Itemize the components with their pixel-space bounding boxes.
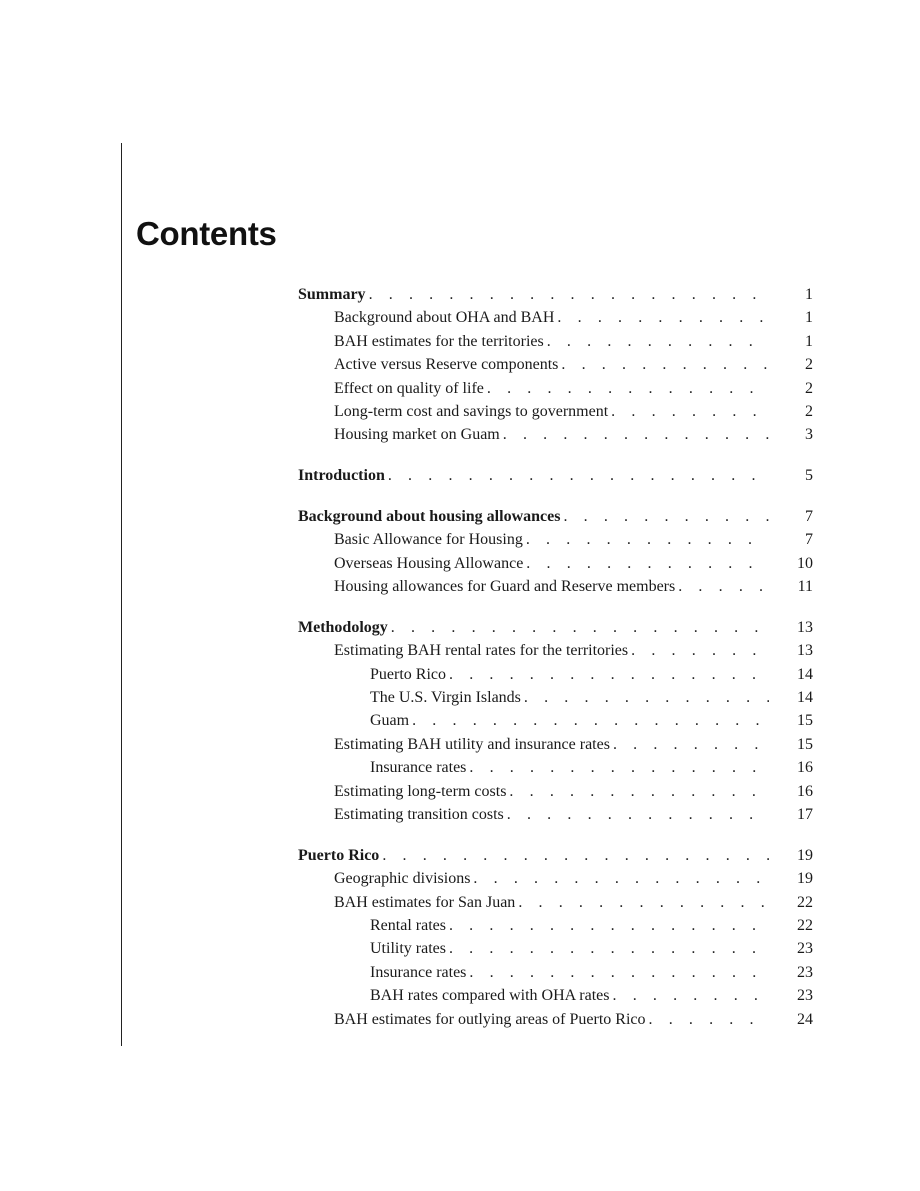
table-of-contents (298, 283, 813, 1048)
toc-subentry[interactable] (298, 961, 813, 984)
page-title: Contents (136, 215, 277, 252)
toc-entry-title: Background about housing allowances (298, 507, 561, 525)
toc-entry-title: Estimating long-term costs (334, 782, 507, 800)
toc-entry-title: Puerto Rico (370, 665, 446, 683)
toc-entry-title: Rental rates (370, 916, 446, 934)
toc-subentry[interactable] (298, 377, 813, 400)
toc-subentry[interactable] (298, 639, 813, 662)
toc-dot-leader (524, 686, 769, 709)
toc-dot-leader (557, 306, 769, 329)
toc-entry-title: Basic Allowance for Housing (334, 531, 523, 549)
toc-page-number: 23 (797, 963, 813, 981)
toc-dot-leader (649, 1008, 770, 1031)
toc-dot-leader (473, 867, 769, 890)
toc-page-number: 15 (797, 735, 813, 753)
toc-dot-leader (507, 803, 769, 826)
toc-entry-title: Geographic divisions (334, 870, 471, 888)
toc-subentry[interactable] (298, 1008, 813, 1031)
toc-page-number: 13 (797, 618, 813, 636)
toc-page-number: 14 (797, 689, 813, 707)
toc-dot-leader (678, 575, 769, 598)
toc-entry-title: Methodology (298, 618, 388, 636)
toc-entry-title: Introduction (298, 467, 385, 485)
toc-entry-title: The U.S. Virgin Islands (370, 689, 521, 707)
toc-subentry[interactable] (298, 306, 813, 329)
toc-dot-leader (611, 400, 769, 423)
toc-page-number: 23 (797, 987, 813, 1005)
toc-page-number: 2 (805, 402, 813, 420)
toc-entry-title: Effect on quality of life (334, 379, 484, 397)
toc-page-number: 16 (797, 759, 813, 777)
toc-entry-title: Housing allowances for Guard and Reserve members (334, 578, 676, 596)
toc-page-number: 24 (797, 1010, 813, 1028)
toc-entry-title: Background about OHA and BAH (334, 309, 555, 327)
toc-subentry[interactable] (298, 353, 813, 376)
toc-dot-leader (469, 756, 769, 779)
toc-page-number: 1 (805, 332, 813, 350)
toc-subentry[interactable] (298, 400, 813, 423)
toc-page-number: 2 (805, 356, 813, 374)
toc-subentry[interactable] (298, 733, 813, 756)
toc-subentry[interactable] (298, 937, 813, 960)
toc-dot-leader (613, 984, 770, 1007)
toc-chapter-entry[interactable] (298, 844, 813, 867)
toc-entry-title: BAH estimates for San Juan (334, 893, 516, 911)
toc-entry-title: Insurance rates (370, 963, 467, 981)
toc-page-number: 15 (797, 712, 813, 730)
toc-dot-leader (412, 709, 769, 732)
toc-page-number: 22 (797, 916, 813, 934)
toc-subentry[interactable] (298, 528, 813, 551)
toc-subentry[interactable] (298, 575, 813, 598)
toc-dot-leader (369, 283, 769, 306)
toc-page-number: 22 (797, 893, 813, 911)
toc-dot-leader (487, 377, 769, 400)
toc-subentry[interactable] (298, 984, 813, 1007)
toc-page-number: 19 (797, 870, 813, 888)
toc-chapter-entry[interactable] (298, 283, 813, 306)
toc-entry-title: BAH estimates for outlying areas of Puerto Rico (334, 1010, 646, 1028)
toc-page-number: 16 (797, 782, 813, 800)
toc-subentry[interactable] (298, 423, 813, 446)
toc-subentry[interactable] (298, 330, 813, 353)
toc-chapter-entry[interactable] (298, 505, 813, 528)
toc-dot-leader (449, 937, 769, 960)
toc-dot-leader (391, 616, 769, 639)
toc-entry-title: BAH rates compared with OHA rates (370, 987, 610, 1005)
toc-dot-leader (388, 464, 769, 487)
toc-page-number: 13 (797, 642, 813, 660)
toc-page-number: 2 (805, 379, 813, 397)
toc-entry-title: Long-term cost and savings to government (334, 402, 609, 420)
toc-page-number: 7 (805, 507, 813, 525)
toc-page-number: 10 (797, 554, 813, 572)
toc-subentry[interactable] (298, 756, 813, 779)
toc-dot-leader (563, 505, 769, 528)
toc-entry-title: Active versus Reserve components (334, 356, 559, 374)
toc-page-number: 17 (797, 805, 813, 823)
toc-entry-title: BAH estimates for the territories (334, 332, 544, 350)
toc-dot-leader (469, 961, 769, 984)
toc-page-number: 1 (805, 286, 813, 303)
toc-dot-leader (449, 914, 769, 937)
toc-page-number: 1 (805, 309, 813, 327)
toc-entry-title: Puerto Rico (298, 846, 380, 864)
toc-dot-leader (526, 528, 769, 551)
toc-chapter-entry[interactable] (298, 616, 813, 639)
toc-dot-leader (613, 733, 769, 756)
toc-dot-leader (561, 353, 769, 376)
toc-dot-leader (518, 891, 769, 914)
toc-page-number: 23 (797, 940, 813, 958)
toc-section (298, 844, 813, 1031)
toc-section (298, 505, 813, 599)
toc-subentry[interactable] (298, 867, 813, 890)
toc-dot-leader (503, 423, 769, 446)
toc-page-number: 5 (805, 467, 813, 485)
toc-subentry[interactable] (298, 780, 813, 803)
toc-page-number: 14 (797, 665, 813, 683)
toc-dot-leader (449, 663, 769, 686)
toc-entry-title: Estimating BAH utility and insurance rates (334, 735, 610, 753)
toc-page-number: 19 (797, 846, 813, 864)
toc-subentry[interactable] (298, 914, 813, 937)
toc-page-number: 11 (797, 578, 813, 596)
toc-dot-leader (509, 780, 769, 803)
toc-page-number: 3 (805, 426, 813, 444)
toc-page-number: 7 (805, 531, 813, 549)
toc-subentry[interactable] (298, 891, 813, 914)
margin-rule (121, 143, 122, 1046)
toc-section (298, 283, 813, 447)
toc-subentry[interactable] (298, 709, 813, 732)
toc-section (298, 616, 813, 827)
toc-dot-leader (631, 639, 769, 662)
toc-section (298, 464, 813, 487)
toc-chapter-entry[interactable] (298, 464, 813, 487)
toc-entry-title: Guam (370, 712, 410, 730)
toc-dot-leader (526, 552, 769, 575)
toc-entry-title: Estimating BAH rental rates for the territories (334, 642, 629, 660)
toc-subentry[interactable] (298, 552, 813, 575)
toc-subentry[interactable] (298, 686, 813, 709)
toc-entry-title: Insurance rates (370, 759, 467, 777)
toc-dot-leader (547, 330, 769, 353)
toc-subentry[interactable] (298, 663, 813, 686)
toc-entry-title: Estimating transition costs (334, 805, 504, 823)
toc-entry-title: Utility rates (370, 940, 446, 958)
toc-entry-title: Overseas Housing Allowance (334, 554, 524, 572)
toc-subentry[interactable] (298, 803, 813, 826)
toc-entry-title: Summary (298, 286, 366, 303)
toc-dot-leader (382, 844, 769, 867)
toc-entry-title: Housing market on Guam (334, 426, 500, 444)
